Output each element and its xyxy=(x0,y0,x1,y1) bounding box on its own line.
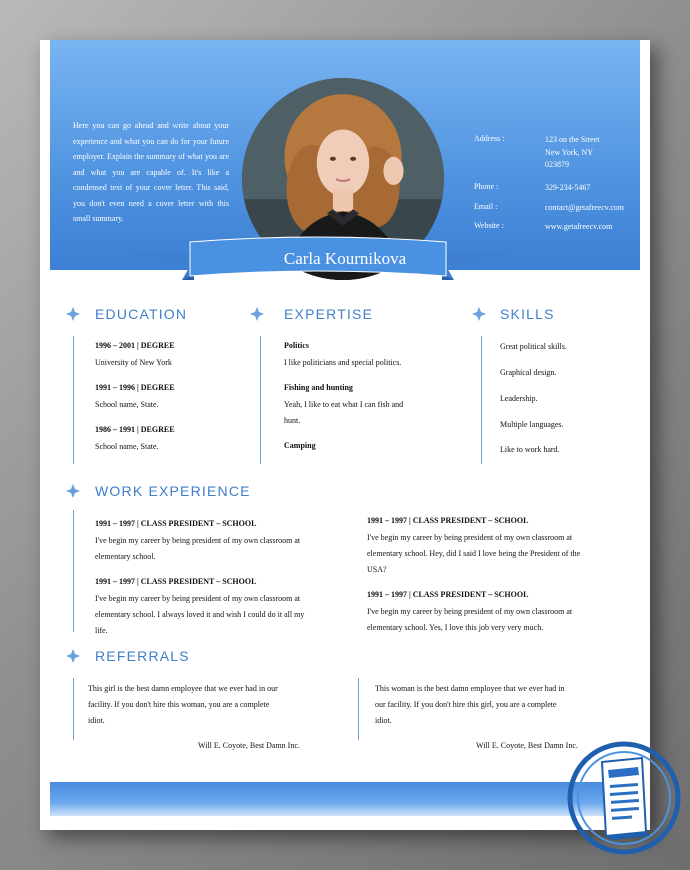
skills-divider xyxy=(481,336,482,464)
expertise-line-2a: Yeah, I like to eat what I can fish and xyxy=(284,400,404,409)
skill-item-2: Graphical design. xyxy=(500,368,557,377)
expertise-diamond-icon xyxy=(250,307,264,321)
address-label: Address : xyxy=(474,134,505,143)
work-left-1-line-1: I've begin my career by being president of my own classroom at xyxy=(95,536,301,545)
skills-title: SKILLS xyxy=(500,306,555,322)
skill-item-4: Multiple languages. xyxy=(500,420,564,429)
candidate-name: Carla Kournikova xyxy=(283,249,407,268)
work-left-2-line-2: elementary school. I always loved it and wish I could do it all my xyxy=(95,610,305,619)
work-right-2-line-1: I've begin my career by being president of my own classroom at xyxy=(367,607,573,616)
referral-right-line-2: our facility. If you don't hire this girl, you are a complete xyxy=(375,700,557,709)
resume-page xyxy=(40,40,650,830)
phone-value: 329-234-5467 xyxy=(545,183,591,192)
website-value: www.getafreecv.com xyxy=(545,222,613,231)
expertise-divider xyxy=(260,336,261,464)
education-heading-1: 1996 – 2001 | DEGREE xyxy=(95,341,175,350)
work-left-heading-2: 1991 – 1997 | CLASS PRESIDENT – SCHOOL xyxy=(95,577,257,586)
referrals-diamond-icon xyxy=(66,649,80,663)
work-right-2-line-2: elementary school. Yes, I love this job very very much. xyxy=(367,623,544,632)
referrals-divider-right xyxy=(358,678,359,740)
skill-item-5: Like to work hard. xyxy=(500,445,560,454)
footer-band xyxy=(50,782,640,816)
skill-item-3: Leadership. xyxy=(500,394,538,403)
referral-left-author: Will E. Coyote, Best Damn Inc. xyxy=(198,741,300,750)
work-divider xyxy=(73,510,74,632)
work-right-heading-1: 1991 – 1997 | CLASS PRESIDENT – SCHOOL xyxy=(367,516,529,525)
education-sub-2: School name, State. xyxy=(95,400,159,409)
education-heading-2: 1991 – 1996 | DEGREE xyxy=(95,383,175,392)
work-right-1-line-3: USA? xyxy=(367,565,387,574)
address-line-2: New York, NY xyxy=(545,147,594,157)
expertise-line-1: I like politicians and special politics. xyxy=(284,358,402,367)
expertise-heading-2: Fishing and hunting xyxy=(284,383,353,392)
work-left-heading-1: 1991 – 1997 | CLASS PRESIDENT – SCHOOL xyxy=(95,519,257,528)
work-left-2-line-3: life. xyxy=(95,626,108,635)
referral-right-author: Will E. Coyote, Best Damn Inc. xyxy=(476,741,578,750)
expertise-heading-1: Politics xyxy=(284,341,309,350)
skill-item-1: Great political skills. xyxy=(500,342,567,351)
referral-right-line-1: This woman is the best damn employee that we ever had in xyxy=(375,684,565,693)
skills-diamond-icon xyxy=(472,307,486,321)
referral-right-line-3: idiot. xyxy=(375,716,392,725)
phone-label: Phone : xyxy=(474,182,499,191)
address-value xyxy=(545,134,650,172)
work-right-1-line-2: elementary school. Hey, did I said I love being the President of the xyxy=(367,549,581,558)
expertise-heading-3: Camping xyxy=(284,441,316,450)
email-label: Email : xyxy=(474,202,498,211)
document-logo-icon xyxy=(562,736,686,860)
referral-left-line-2: facility. If you don't hire this woman, you are a complete xyxy=(88,700,270,709)
address-line-3: 023879 xyxy=(545,160,569,169)
referral-left-line-3: idiot. xyxy=(88,716,105,725)
referral-left-line-1: This girl is the best damn employee that we ever had in our xyxy=(88,684,278,693)
expertise-line-2b: hunt. xyxy=(284,416,301,425)
work-left-2-line-1: I've begin my career by being president of my own classroom at xyxy=(95,594,301,603)
education-sub-1: University of New York xyxy=(95,358,172,367)
education-title: EDUCATION xyxy=(95,306,188,322)
work-diamond-icon xyxy=(66,484,80,498)
education-divider xyxy=(73,336,74,464)
work-left-1-line-2: elementary school. xyxy=(95,552,156,561)
referrals-divider-left xyxy=(73,678,74,740)
education-heading-3: 1986 – 1991 | DEGREE xyxy=(95,425,175,434)
work-title: WORK EXPERIENCE xyxy=(95,483,251,499)
summary-text: Here you can go ahead and write about your experience and what you can do for your future employer. Explain the summary of what you are and what you are capable of. It's like a condensed text of your cover letter. This said, you don't even need a cover letter with this small summary. xyxy=(73,121,229,223)
referrals-title: REFERRALS xyxy=(95,648,190,664)
work-right-1-line-1: I've begin my career by being president of my own classroom at xyxy=(367,533,573,542)
expertise-title: EXPERTISE xyxy=(284,306,374,322)
education-diamond-icon xyxy=(66,307,80,321)
website-label: Website : xyxy=(474,221,504,230)
education-sub-3: School name, State. xyxy=(95,442,159,451)
email-value: contact@getafreecv.com xyxy=(545,203,625,212)
address-line-1: 123 on the Street xyxy=(545,135,600,144)
work-right-heading-2: 1991 – 1997 | CLASS PRESIDENT – SCHOOL xyxy=(367,590,529,599)
